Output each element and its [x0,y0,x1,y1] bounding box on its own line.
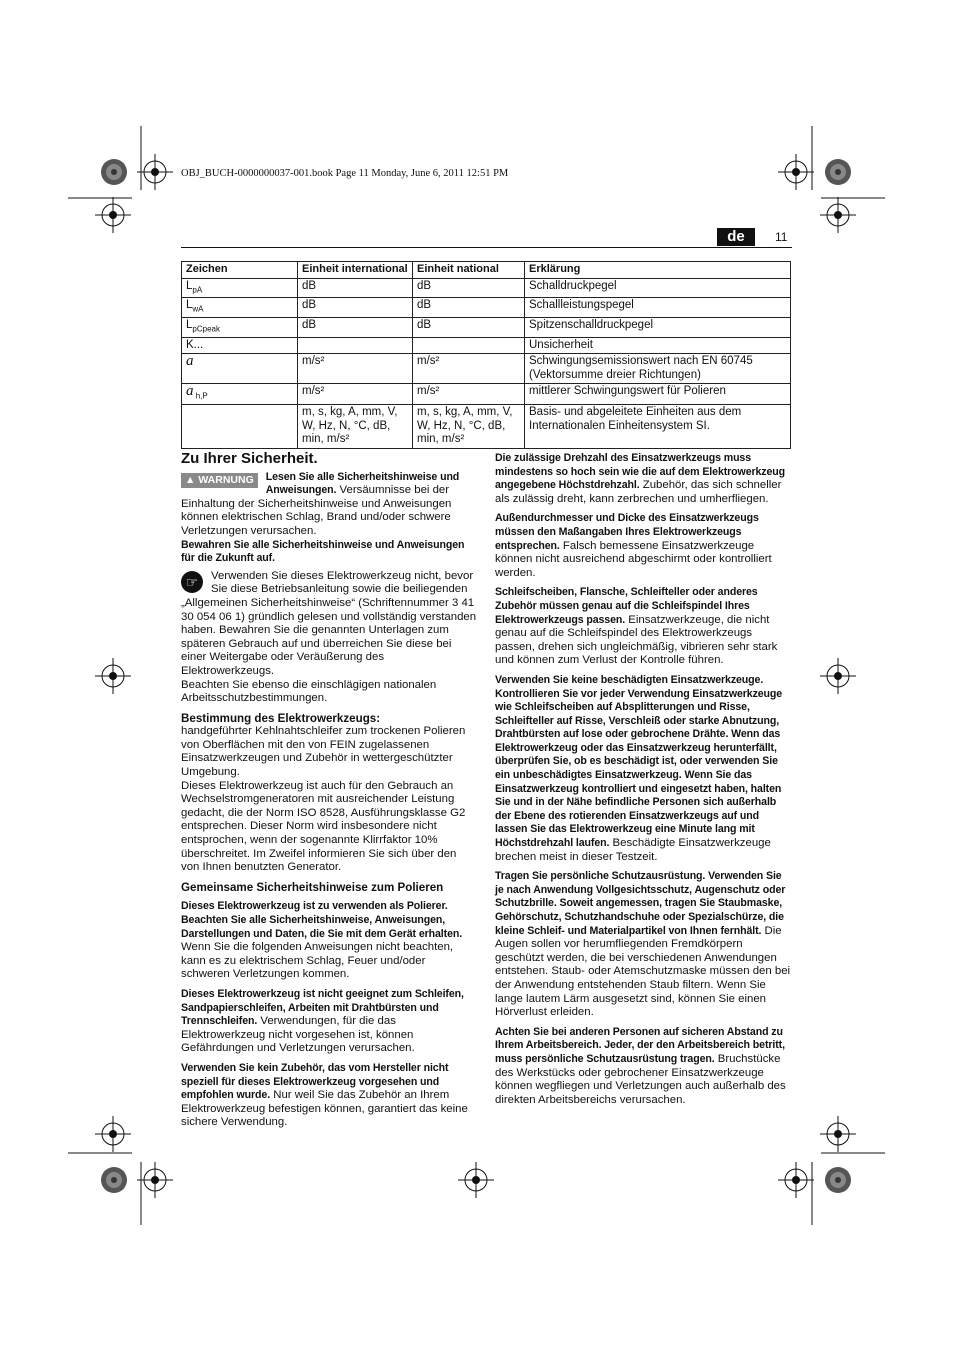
table-header: Einheit national [413,262,525,279]
unit-intl-cell: dB [298,318,413,338]
right-column [495,452,791,1107]
table-row [182,384,791,405]
table-header: Zeichen [182,262,298,279]
safety-paragraph: Verwenden Sie keine beschädigten Einsatzwerkzeuge. Kontrollieren Sie vor jeder Verwendung Einsatzwerkzeuge wie Schleifscheiben auf Absplitterungen und Risse, Schleifteller auf Risse, Verschleiß oder starke Abnutzung, Drahtbürsten auf lose oder gebrochene Drähte. Wenn das Elektrowerkzeug oder das Einsatzwerkzeug herunterfällt, überprüfen Sie, ob es beschädigt ist, oder verwenden Sie ein unbeschädigtes Einsatzwerkzeug. Wenn Sie das Einsatzwerkzeug kontrolliert und eingesetzt haben, halten Sie und in der Nähe befindliche Personen sich außerhalb der Ebene des rotierenden Einsatzwerkzeugs auf und lassen Sie das Elektrowerkzeug eine Minute lang mit Höchstdrehzahl laufen. Beschädigte Einsatzwerkzeuge brechen meist in dieser Testzeit. [495,673,783,863]
registration-mark-icon [778,154,814,190]
table-row [182,318,791,338]
warning-paragraph: ▲ WARNUNG Lesen Sie alle Sicherheitshinweise und Anweisungen. Versäumnisse bei der Einhaltung der Sicherheitshinweise und Anweisungen können elektrischen Schlag, Brand und/oder schwere Verletzungen verursachen. [181,470,460,537]
registration-mark-icon [95,1116,131,1152]
print-header: OBJ_BUCH-0000000037-001.book Page 11 Monday, June 6, 2011 12:51 PM [181,168,509,179]
table-header: Erklärung [525,262,791,279]
table-header: Einheit international [298,262,413,279]
explanation-cell: Spitzenschalldruckpegel [525,318,791,338]
registration-mark-icon [820,197,856,233]
registration-mark-icon [778,1162,814,1198]
symbol-cell: $L_{pA}$ [182,278,298,298]
warning-badge: ▲ WARNUNG [181,473,258,489]
left-column [181,452,477,1130]
registration-mark-icon [137,1162,173,1198]
registration-mark-icon [95,197,131,233]
explanation-cell: Unsicherheit [525,337,791,354]
registration-mark-icon [458,1162,494,1198]
table-row [182,405,791,449]
header-rule [181,247,792,248]
unit-intl-cell [298,337,413,354]
keep-instructions: Bewahren Sie alle Sicherheitshinweise und Anweisungen für die Zukunft auf. [181,538,465,565]
safety-paragraph: Tragen Sie persönliche Schutzausrüstung. Verwenden Sie je nach Anwendung Vollgesichtsschutz, Augenschutz oder Schutzbrille. Soweit angemessen, tragen Sie Staubmaske, Gehörschutz, Schutzhandschuhe oder Spezialschürze, die kleine Schleif- und Materialpartikel von Ihnen fernhält. Die Augen sollen vor herumfliegenden Fremdkörpern geschützt werden, die bei verschiedenen Anwendungen entstehen. Staub- oder Atemschutzmaske müssen den bei der Anwendung entstehenden Staub filtern. Wenn Sie lange lautem Lärm ausgesetzt sind, können Sie einen Hörverlust erleiden. [495,870,791,1019]
unit-nat-cell: dB [413,278,525,298]
manual-paragraph: ☞ Verwenden Sie dieses Elektrowerkzeug nicht, bevor Sie diese Betriebsanleitung sowie die beiliegenden „Allgemeinen Sicherheitshinweise“ (Schriftennummer 3 41 30 054 06 1) gründlich gelesen und vollständig verstanden haben. Bewahren Sie die genannten Unterlagen zum späteren Gebrauch auf und überreichen Sie diese bei einer Weitergabe oder Veräußerung des Elektrowerkzeugs. [181,569,477,677]
safety-paragraph: Dieses Elektrowerkzeug ist nicht geeignet zum Schleifen, Sandpapierschleifen, Arbeiten mit Drahtbürsten und Trennschleifen. Verwendungen, für die das Elektrowerkzeug nicht vorgesehen ist, können Gefährdungen und Verletzungen verursachen. [181,987,464,1055]
unit-nat-cell: dB [413,318,525,338]
section-title: Zu Ihrer Sicherheit. [181,450,318,467]
generator-paragraph: Dieses Elektrowerkzeug ist auch für den Gebrauch an Wechselstromgeneratoren mit ausreichender Leistung gedacht, die der Norm ISO 8528, Ausführungsklasse G2 entsprechen. Dieser Norm wird insbesondere nicht entsprochen, wenn der sogenannte Klirrfaktor 10% überschreitet. Im Zweifel informieren Sie sich über den von Ihnen benutzten Generator. [181,779,466,874]
table-row [182,298,791,318]
unit-nat-cell: m/s² [413,354,525,384]
symbol-cell: $L_{wA}$ [182,298,298,318]
explanation-cell: Schalldruckpegel [525,278,791,298]
registration-mark-icon [820,1116,856,1152]
registration-mark-icon [820,658,856,694]
table-row [182,354,791,384]
purpose-paragraph: handgeführter Kehlnahtschleifer zum trockenen Polieren von Oberflächen mit den von FEIN zugelassenen Einsatzwerkzeugen und Zubehör in wettergeschützter Umgebung. [181,725,466,779]
safety-paragraph: Die zulässige Drehzahl des Einsatzwerkzeugs muss mindestens so hoch sein wie die auf dem Elektrowerkzeug angegebene Höchstdrehzahl. Zubehör, das sich schneller als zulässig dreht, kann zerbrechen und umherfliegen. [495,452,786,505]
safety-paragraph: Dieses Elektrowerkzeug ist zu verwenden als Polierer. Beachten Sie alle Sicherheitshinweise, Anweisungen, Darstellungen und Daten, die Sie mit dem Gerät erhalten. Wenn Sie die folgenden Anweisungen nicht beachten, kann es zu elektrischem Schlag, Feuer und/oder schweren Verletzungen kommen. [181,900,463,981]
page-number: 11 [775,230,788,244]
unit-intl-cell: m/s² [298,384,413,405]
explanation-cell: Schwingungsemissionswert nach EN 60745 (Vektorsumme dreier Richtungen) [525,354,791,384]
unit-intl-cell: m, s, kg, A, mm, V, W, Hz, N, °C, dB, min, m/s² [298,405,413,449]
star-target-icon [101,159,127,185]
table-row [182,278,791,298]
national-paragraph: Beachten Sie ebenso die einschlägigen nationalen Arbeitsschutzbestimmungen. [181,678,437,705]
explanation-cell: mittlerer Schwingungswert für Polieren [525,384,791,405]
star-target-icon [825,159,851,185]
explanation-cell: Schallleistungspegel [525,298,791,318]
purpose-heading: Bestimmung des Elektrowerkzeugs: [181,711,381,725]
unit-intl-cell: m/s² [298,354,413,384]
table-row [182,337,791,354]
unit-intl-cell: dB [298,298,413,318]
registration-mark-icon [137,154,173,190]
common-safety-heading: Gemeinsame Sicherheitshinweise zum Polieren [181,880,444,894]
language-badge: de [717,228,755,246]
registration-mark-icon [95,658,131,694]
star-target-icon [101,1167,127,1193]
safety-paragraph: Außendurchmesser und Dicke des Einsatzwerkzeugs müssen den Maßangaben Ihres Elektrowerkzeugs entsprechen. Falsch bemessene Einsatzwerkzeuge können nicht ausreichend abgeschirmt oder kontrolliert werden. [495,512,772,579]
safety-paragraph: Verwenden Sie kein Zubehör, das vom Hersteller nicht speziell für dieses Elektrowerkzeug vorgesehen und empfohlen wurde. Nur weil Sie das Zubehör an Ihrem Elektrowerkzeug befestigen können, garantiert das keine sichere Verwendung. [181,1061,468,1129]
symbol-cell: a [182,354,298,384]
read-manual-icon: ☞ [181,571,203,593]
star-target-icon [825,1167,851,1193]
symbol-cell: a $_{h,P}$ [182,384,298,405]
symbol-cell: K... [182,337,298,354]
unit-nat-cell: m/s² [413,384,525,405]
table-header-row [182,262,791,279]
safety-paragraph: Schleifscheiben, Flansche, Schleifteller oder anderes Zubehör müssen genau auf die Schleifspindel Ihres Elektrowerkzeugs passen. Einsatzwerkzeuge, die nicht genau auf die Schleifspindel des Elektrowerkzeugs passen, drehen sich ungleichmäßig, vibrieren sehr stark und können zum Verlust der Kontrolle führen. [495,586,778,667]
unit-nat-cell: m, s, kg, A, mm, V, W, Hz, N, °C, dB, min, m/s² [413,405,525,449]
unit-intl-cell: dB [298,278,413,298]
explanation-cell: Basis- und abgeleitete Einheiten aus dem Internationalen Einheitensystem SI. [525,405,791,449]
symbol-table [181,261,791,449]
warning-triangle-icon: ▲ [185,473,196,486]
safety-paragraph: Achten Sie bei anderen Personen auf sicheren Abstand zu Ihrem Arbeitsbereich. Jeder, der den Arbeitsbereich betritt, muss persönliche Schutzausrüstung tragen. Bruchstücke des Werkstücks oder gebrochener Einsatzwerkzeuge können wegfliegen und Verletzungen auch außerhalb des direkten Arbeitsbereichs verursachen. [495,1025,786,1106]
symbol-cell: $L_{pCpeak}$ [182,318,298,338]
unit-nat-cell: dB [413,298,525,318]
symbol-cell [182,405,298,449]
unit-nat-cell [413,337,525,354]
